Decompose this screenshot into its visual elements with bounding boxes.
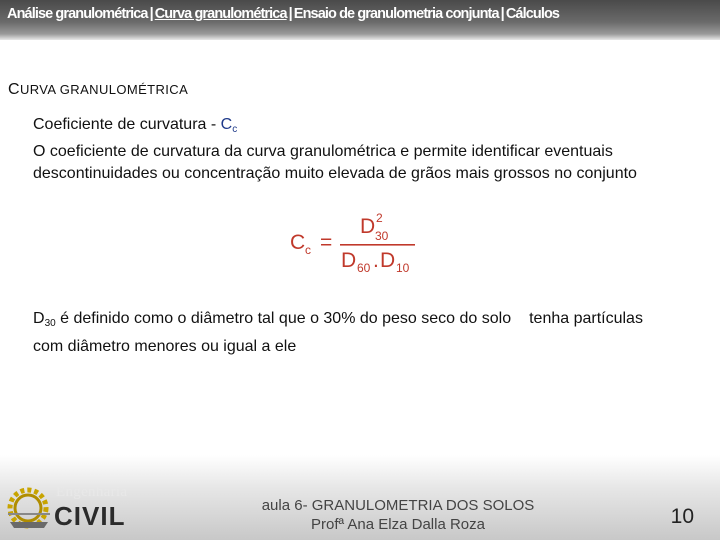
formula-equals: = bbox=[320, 231, 333, 254]
section-title bbox=[8, 81, 188, 99]
formula-numerator: D bbox=[360, 215, 376, 238]
breadcrumb bbox=[7, 6, 559, 22]
curvature-formula bbox=[280, 208, 430, 278]
logo-main-text: CIVIL bbox=[54, 501, 126, 531]
heading-symbol-sub: c bbox=[232, 124, 238, 135]
d30-definition bbox=[33, 307, 673, 358]
description-block bbox=[33, 114, 673, 185]
nav-separator: | bbox=[500, 6, 504, 22]
engenharia-civil-logo bbox=[4, 484, 130, 536]
coefficient-description: O coeficiente de curvatura da curva granulométrica e permite identificar eventuais descontinuidades ou concentração muito elevada de grãos mais grossos no conjunto bbox=[33, 143, 637, 182]
fraction-line bbox=[340, 244, 415, 246]
section-title-initial: C bbox=[8, 81, 20, 98]
heading-symbol bbox=[221, 116, 238, 133]
d30-symbol-sub: 30 bbox=[44, 318, 56, 329]
formula-lhs-sub: c bbox=[305, 243, 311, 257]
d30-text-a: é definido como o diâmetro tal que o 30% do peso seco do solo bbox=[55, 310, 512, 327]
nav-item-analise[interactable]: Análise granulométrica bbox=[7, 6, 148, 22]
footer-info bbox=[220, 496, 576, 534]
nav-separator: | bbox=[149, 6, 153, 22]
formula-numerator-sub: 30 bbox=[375, 229, 389, 243]
d30-text-b: tenha partículas com diâmetro menores ou igual a ele bbox=[33, 310, 643, 355]
nav-item-ensaio[interactable]: Ensaio de granulometria conjunta bbox=[293, 6, 499, 22]
section-title-rest: URVA GRANULOMÉTRICA bbox=[19, 82, 189, 97]
nav-separator: | bbox=[288, 6, 292, 22]
formula-denominator-b-sub: 10 bbox=[396, 261, 410, 275]
formula-denominator-dot: . bbox=[373, 249, 379, 272]
footer-professor: Profª Ana Elza Dalla Roza bbox=[311, 516, 485, 533]
nav-item-calculos[interactable]: Cálculos bbox=[505, 6, 560, 22]
nav-item-curva[interactable]: Curva granulométrica bbox=[154, 6, 287, 22]
coefficient-heading bbox=[33, 114, 673, 141]
gear-icon bbox=[4, 484, 54, 536]
d30-symbol bbox=[33, 310, 56, 327]
heading-symbol-letter: C bbox=[220, 116, 233, 133]
heading-text: Coeficiente de curvatura - bbox=[33, 116, 221, 133]
formula-numerator-sup: 2 bbox=[376, 211, 383, 225]
header-bar bbox=[0, 0, 720, 40]
formula-denominator-a: D bbox=[341, 249, 357, 272]
footer-course: aula 6- GRANULOMETRIA DOS SOLOS bbox=[261, 497, 535, 514]
formula-lhs: C bbox=[290, 231, 306, 254]
page-number: 10 bbox=[670, 505, 694, 528]
d30-symbol-letter: D bbox=[33, 310, 45, 327]
formula-denominator-b: D bbox=[380, 249, 396, 272]
logo-top-text: Engenharia bbox=[56, 484, 128, 500]
formula-denominator-a-sub: 60 bbox=[357, 261, 371, 275]
